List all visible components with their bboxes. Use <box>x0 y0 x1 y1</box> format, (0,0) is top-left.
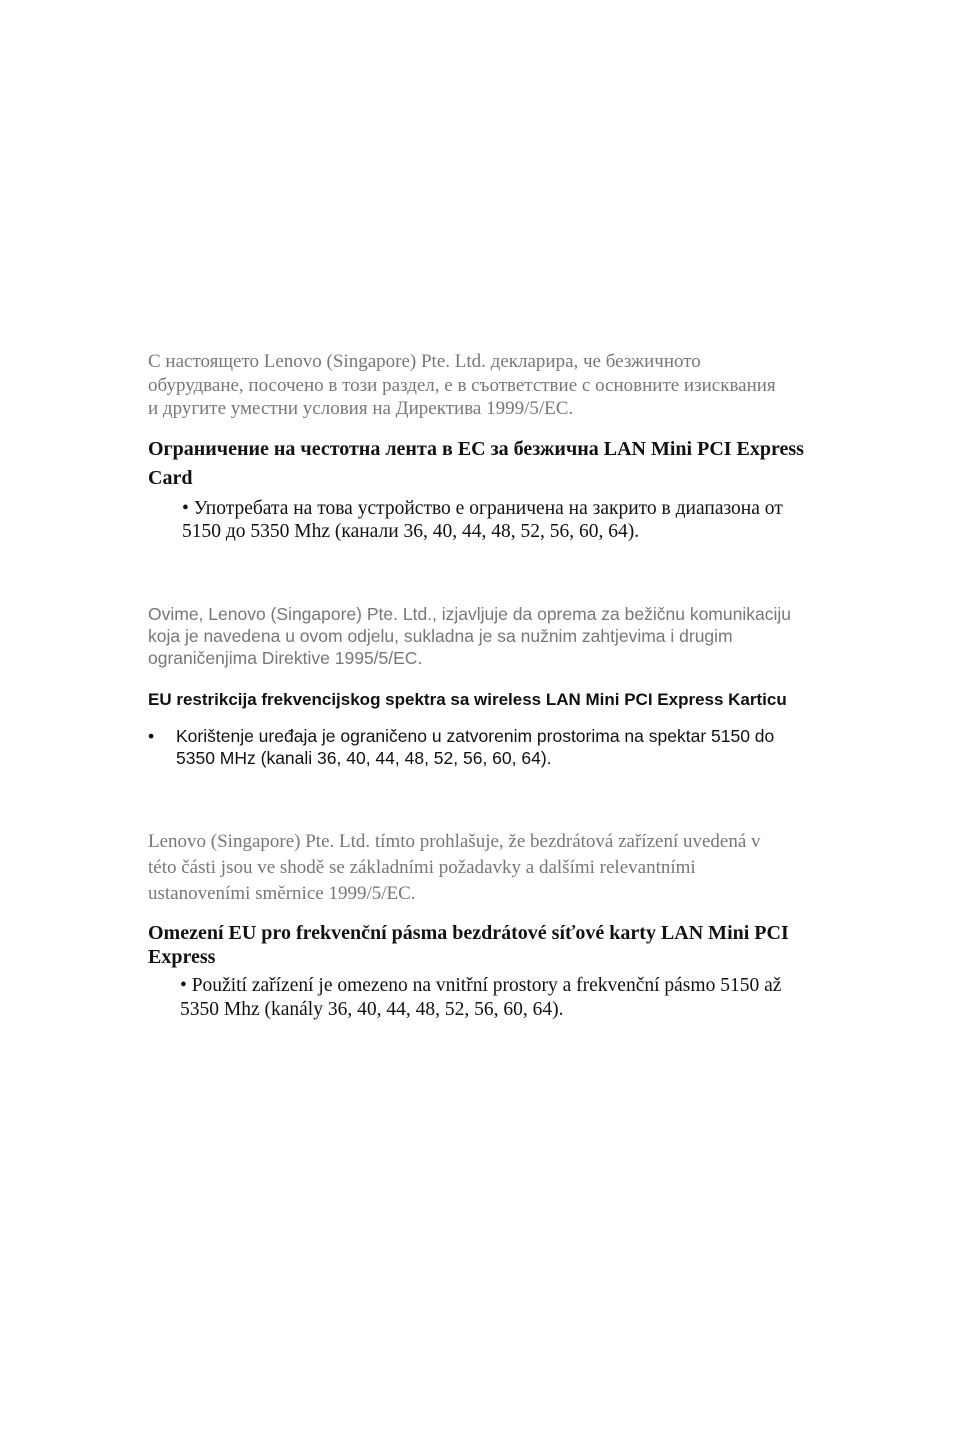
bulgarian-heading <box>148 435 878 493</box>
czech-declaration-line: této části jsou ve shodě se základními požadavky a dalšími relevantními <box>148 857 696 878</box>
croatian-declaration-line: ograničenjima Direktive 1995/5/EC. <box>148 648 423 668</box>
czech-bullet-line: • Použití zařízení je omezeno na vnitřní prostory a frekvenční pásmo 5150 až <box>180 975 782 996</box>
bulgarian-declaration <box>148 350 878 421</box>
croatian-bullet-line: Korištenje uređaja je ograničeno u zatvorenim prostorima na spektar 5150 do <box>176 726 775 746</box>
bulgarian-declaration-line: С настоящето Lenovo (Singapore) Pte. Ltd. декларира, че безжичното <box>148 351 701 372</box>
czech-heading-line: Express <box>148 946 216 968</box>
bulgarian-heading-line: Ограничение на честотна лента в ЕС за безжична LAN Mini PCI Express <box>148 437 804 460</box>
czech-heading-line: Omezení EU pro frekvenční pásma bezdrátové síťové karty LAN Mini PCI <box>148 922 789 944</box>
croatian-bullet-item <box>148 725 878 769</box>
bulgarian-bullet-line: • Употребата на това устройство е ограничена на закрито в диапазона от <box>182 497 783 519</box>
bullet-icon: • <box>148 726 155 746</box>
czech-bullet-line: 5350 Mhz (kanály 36, 40, 44, 48, 52, 56, 60, 64). <box>180 998 564 1020</box>
croatian-section <box>148 603 878 769</box>
bulgarian-bullet-item <box>148 497 878 544</box>
bulgarian-declaration-line: обурудване, посочено в този раздел, е в съответствие с основните изисквания <box>148 374 776 396</box>
croatian-declaration <box>148 603 878 669</box>
czech-heading <box>148 921 878 969</box>
bulgarian-declaration-line: и другите уместни условия на Директива 1999/5/EC. <box>148 398 574 419</box>
czech-declaration-line: ustanoveními směrnice 1999/5/EC. <box>148 883 416 904</box>
croatian-declaration-line: koja je navedena u ovom odjelu, sukladna je sa nužnim zahtjevima i drugim <box>148 626 733 646</box>
bulgarian-bullet-line: 5150 до 5350 Mhz (канали 36, 40, 44, 48, 52, 56, 60, 64). <box>182 521 640 542</box>
croatian-bullet-line: 5350 MHz (kanali 36, 40, 44, 48, 52, 56, 60, 64). <box>176 748 552 768</box>
czech-declaration <box>148 829 878 907</box>
croatian-bullet-text <box>176 725 878 769</box>
czech-declaration-line: Lenovo (Singapore) Pte. Ltd. tímto prohlašuje, že bezdrátová zařízení uvedená v <box>148 831 761 852</box>
croatian-heading: EU restrikcija frekvencijskog spektra sa wireless LAN Mini PCI Express Karticu <box>148 690 787 709</box>
croatian-declaration-line: Ovime, Lenovo (Singapore) Pte. Ltd., izjavljuje da oprema za bežičnu komunikaciju <box>148 604 791 624</box>
bulgarian-section <box>148 350 878 544</box>
czech-bullet-item <box>148 974 878 1021</box>
bulgarian-heading-line: Card <box>148 466 193 489</box>
czech-section <box>148 829 878 1021</box>
